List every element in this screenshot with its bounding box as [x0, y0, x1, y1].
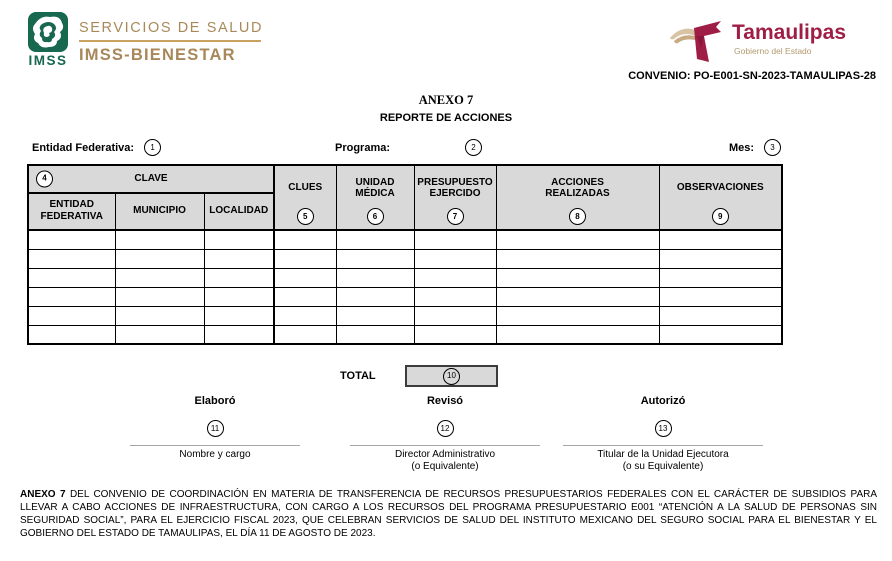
signature-line — [130, 445, 300, 446]
imss-logo — [28, 12, 68, 68]
clave-label: CLAVE — [134, 173, 168, 185]
ref-circle-6: 6 — [367, 208, 384, 225]
gold-divider — [79, 40, 261, 42]
table-row — [28, 249, 782, 268]
signature-line — [563, 445, 763, 446]
ref-circle-1: 1 — [144, 139, 161, 156]
acciones-realizadas-label: ACCIONES REALIZADAS — [545, 176, 610, 199]
tamaulipas-t-icon — [666, 14, 728, 64]
localidad-column-header: LOCALIDAD — [204, 193, 274, 230]
report-table — [27, 164, 783, 345]
clues-header-cell — [274, 165, 336, 230]
table-row — [28, 306, 782, 325]
acciones-header-cell — [496, 165, 659, 230]
clues-label: CLUES — [288, 182, 323, 194]
clave-header-cell — [28, 165, 274, 193]
gobierno-del-estado-label: Gobierno del Estado — [734, 46, 812, 56]
imss-wordmark: IMSS — [28, 53, 68, 68]
footnote-bold-prefix: ANEXO 7 — [20, 489, 66, 500]
field-programa — [335, 139, 482, 156]
observaciones-header-cell — [659, 165, 782, 230]
ref-circle-4: 4 — [36, 170, 53, 187]
tamaulipas-logo — [666, 14, 846, 64]
mes-label: Mes: — [728, 141, 754, 154]
presupuesto-ejercido-label: PRESUPUESTO EJERCIDO — [417, 176, 493, 199]
presupuesto-header-cell — [414, 165, 496, 230]
unidad-medica-header-cell — [336, 165, 414, 230]
convenio-number: CONVENIO: PO-E001-SN-2023-TAMAULIPAS-28 — [628, 70, 876, 82]
municipio-column-header: MUNICIPIO — [115, 193, 204, 230]
total-label: TOTAL — [340, 370, 376, 382]
ref-circle-11: 11 — [207, 420, 224, 437]
tamaulipas-wordmark: Tamaulipas — [732, 21, 846, 44]
elaboro-caption: Nombre y cargo — [179, 449, 251, 460]
field-entidad-federativa — [32, 139, 161, 156]
ref-circle-2: 2 — [465, 139, 482, 156]
table-row — [28, 230, 782, 249]
autorizo-title: Autorizó — [640, 395, 686, 407]
footnote-text: DEL CONVENIO DE COORDINACIÓN EN MATERIA DE TRANSFERENCIA DE RECURSOS PRESUPUESTARIOS FEDERALES CON EL CARÁCTER DE SUBSIDIOS PARA LLEVAR A CABO ACCIONES DE INFRAESTRUCTURA, CON CARGO A LOS RECURSOS DEL PROGRAMA PRESUPUESTARIO E001 “ATENCIÓN A LA SALUD DE PERSONAS SIN SEGURIDAD SOCIAL”, PARA EL EJERCICIO FISCAL 2023, QUE CELEBRAN SERVICIOS DE SALUD DEL INSTITUTO MEXICANO DEL SEGURO SOCIAL PARA EL BIENESTAR Y EL GOBIERNO DEL ESTADO DE TAMAULIPAS, EL DÍA 11 DE AGOSTO DE 2023. — [20, 489, 878, 539]
ref-circle-12: 12 — [437, 420, 454, 437]
total-section — [0, 365, 892, 389]
reviso-caption: Director Administrativo (o Equivalente) — [394, 449, 496, 472]
report-table-body — [28, 230, 782, 344]
report-table-header — [28, 165, 782, 230]
ref-circle-10: 10 — [443, 368, 460, 385]
ref-circle-8: 8 — [569, 208, 586, 225]
anexo-title: ANEXO 7 — [418, 93, 474, 107]
signature-elaboro — [130, 395, 300, 461]
servicios-de-salud-label: SERVICIOS DE SALUD — [79, 20, 264, 36]
imss-eagle-icon — [28, 12, 68, 52]
tamaulipas-text-block — [732, 22, 846, 56]
autorizo-caption: Titular de la Unidad Ejecutora (o su Equivalente) — [597, 449, 729, 472]
signature-autorizo — [563, 395, 763, 473]
entidad-federativa-column-header: ENTIDAD FEDERATIVA — [28, 193, 115, 230]
table-row — [28, 268, 782, 287]
title-block — [0, 93, 892, 124]
imss-bienestar-logo — [28, 12, 263, 68]
form-fields-row — [32, 139, 878, 159]
signature-reviso — [350, 395, 540, 473]
entidad-federativa-label: Entidad Federativa: — [32, 141, 135, 154]
reviso-title: Revisó — [426, 395, 464, 407]
imss-text-block — [79, 12, 263, 68]
signature-line — [350, 445, 540, 446]
ref-circle-5: 5 — [297, 208, 314, 225]
table-row — [28, 325, 782, 344]
total-value-box — [405, 365, 498, 387]
imss-bienestar-label: IMSS-BIENESTAR — [79, 46, 236, 64]
ref-circle-13: 13 — [655, 420, 672, 437]
ref-circle-3: 3 — [764, 139, 781, 156]
unidad-medica-label: UNIDAD MÉDICA — [355, 176, 395, 199]
elaboro-title: Elaboró — [194, 395, 236, 407]
programa-label: Programa: — [335, 141, 391, 154]
table-row — [28, 287, 782, 306]
ref-circle-7: 7 — [447, 208, 464, 225]
footnote-paragraph — [20, 489, 877, 541]
field-mes — [729, 139, 781, 156]
observaciones-label: OBSERVACIONES — [676, 182, 764, 194]
ref-circle-9: 9 — [712, 208, 729, 225]
report-title: REPORTE DE ACCIONES — [379, 112, 513, 124]
